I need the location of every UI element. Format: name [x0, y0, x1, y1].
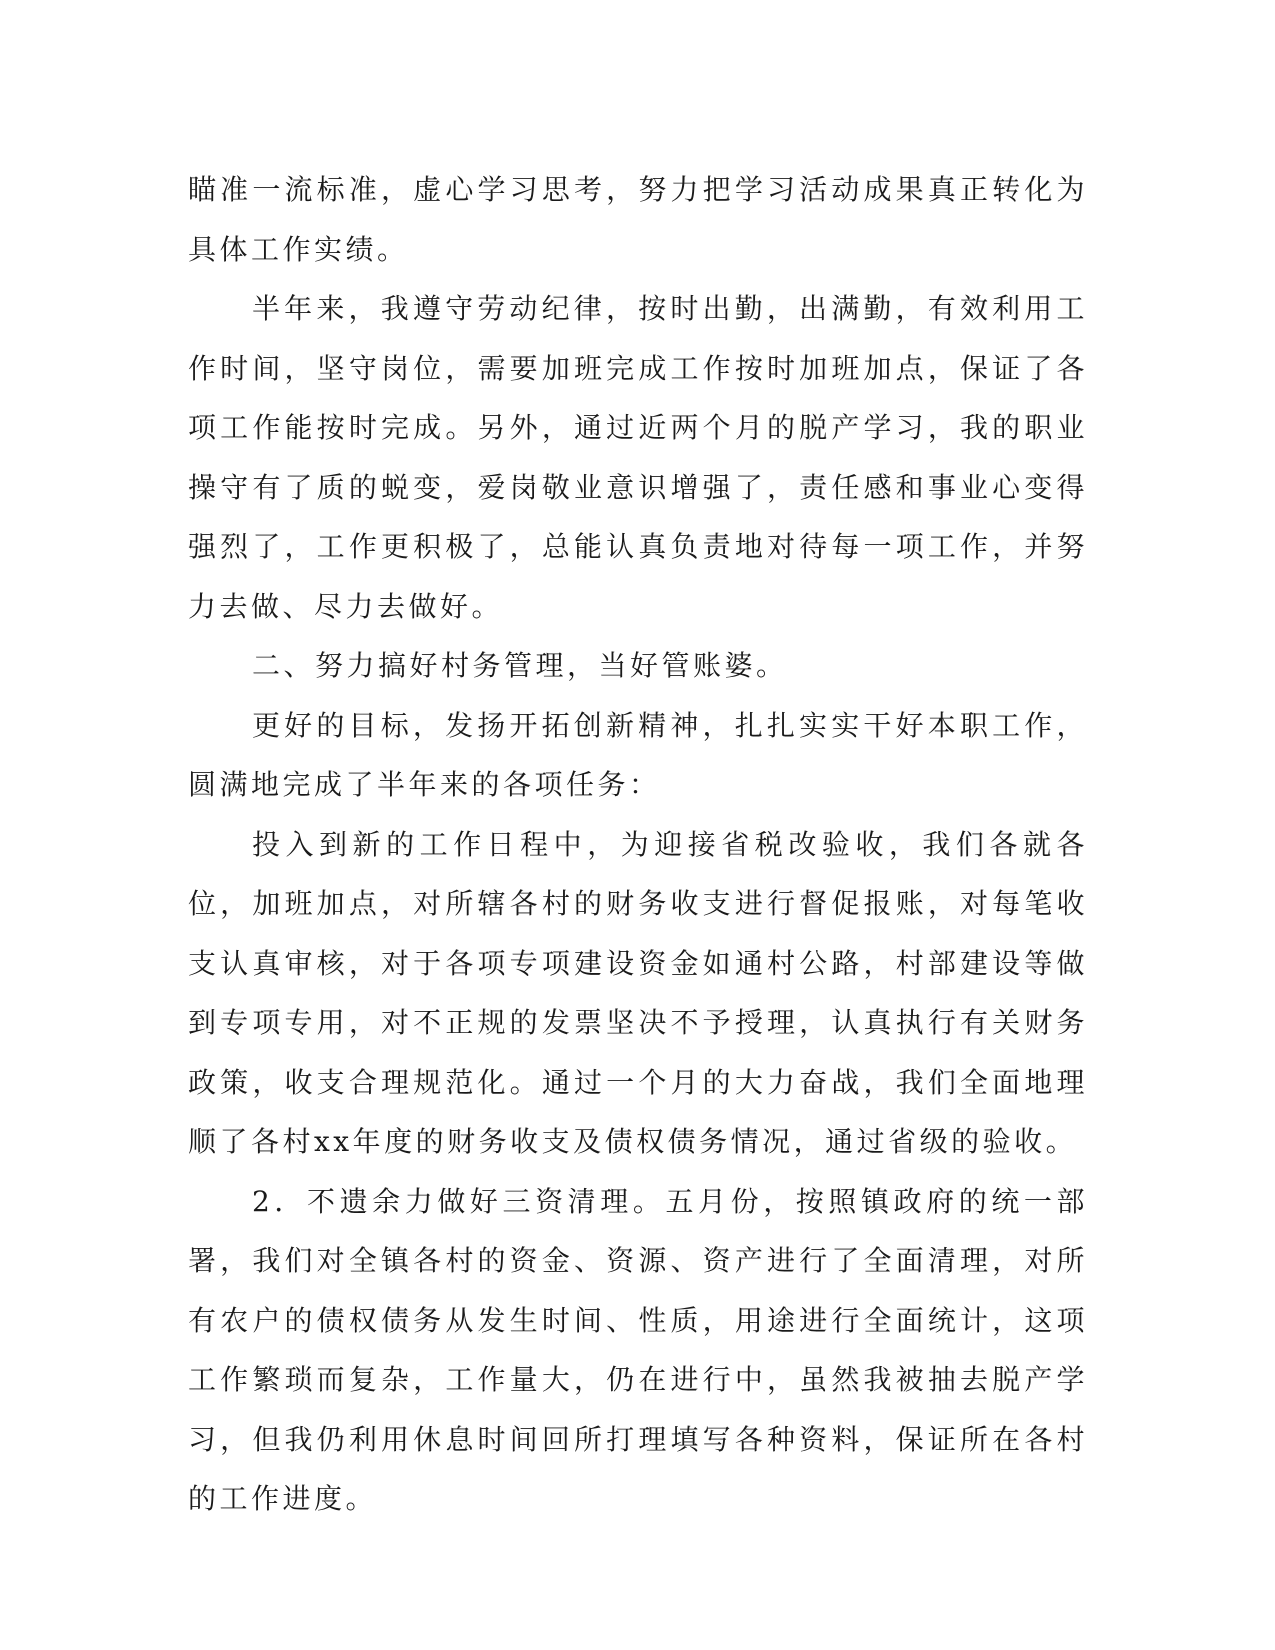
paragraph-4: 投入到新的工作日程中，为迎接省税改验收，我们各就各位，加班加点，对所辖各村的财务收支进行督促报账，对每笔收支认真审核，对于各项专项建设资金如通村公路，村部建设等做到专项专用，对不正规的发票坚决不予授理，认真执行有关财务政策，收支合理规范化。通过一个月的大力奋战，我们全面地理顺了各村xx年度的财务收支及债权债务情况，通过省级的验收。 [188, 827, 1088, 1158]
document-body [188, 160, 1088, 1529]
paragraph-5: 2．不遗余力做好三资清理。五月份，按照镇政府的统一部署，我们对全镇各村的资金、资源、资产进行了全面清理，对所有农户的债权债务从发生时间、性质，用途进行全面统计，这项工作繁琐而复杂，工作量大，仍在进行中，虽然我被抽去脱产学习，但我仍利用休息时间回所打理填写各种资料，保证所在各村的工作进度。 [188, 1184, 1088, 1515]
section-heading-2: 二、努力搞好村务管理，当好管账婆。 [252, 649, 788, 682]
paragraph-3: 更好的目标，发扬开拓创新精神，扎扎实实干好本职工作，圆满地完成了半年来的各项任务： [188, 708, 1088, 801]
paragraph-1: 瞄准一流标准，虚心学习思考，努力把学习活动成果真正转化为具体工作实绩。 [188, 173, 1088, 266]
paragraph-2: 半年来，我遵守劳动纪律，按时出勤，出满勤，有效利用工作时间，坚守岗位，需要加班完成工作按时加班加点，保证了各项工作能按时完成。另外，通过近两个月的脱产学习，我的职业操守有了质的蜕变，爱岗敬业意识增强了，责任感和事业心变得强烈了，工作更积极了，总能认真负责地对待每一项工作，并努力去做、尽力去做好。 [188, 292, 1088, 623]
